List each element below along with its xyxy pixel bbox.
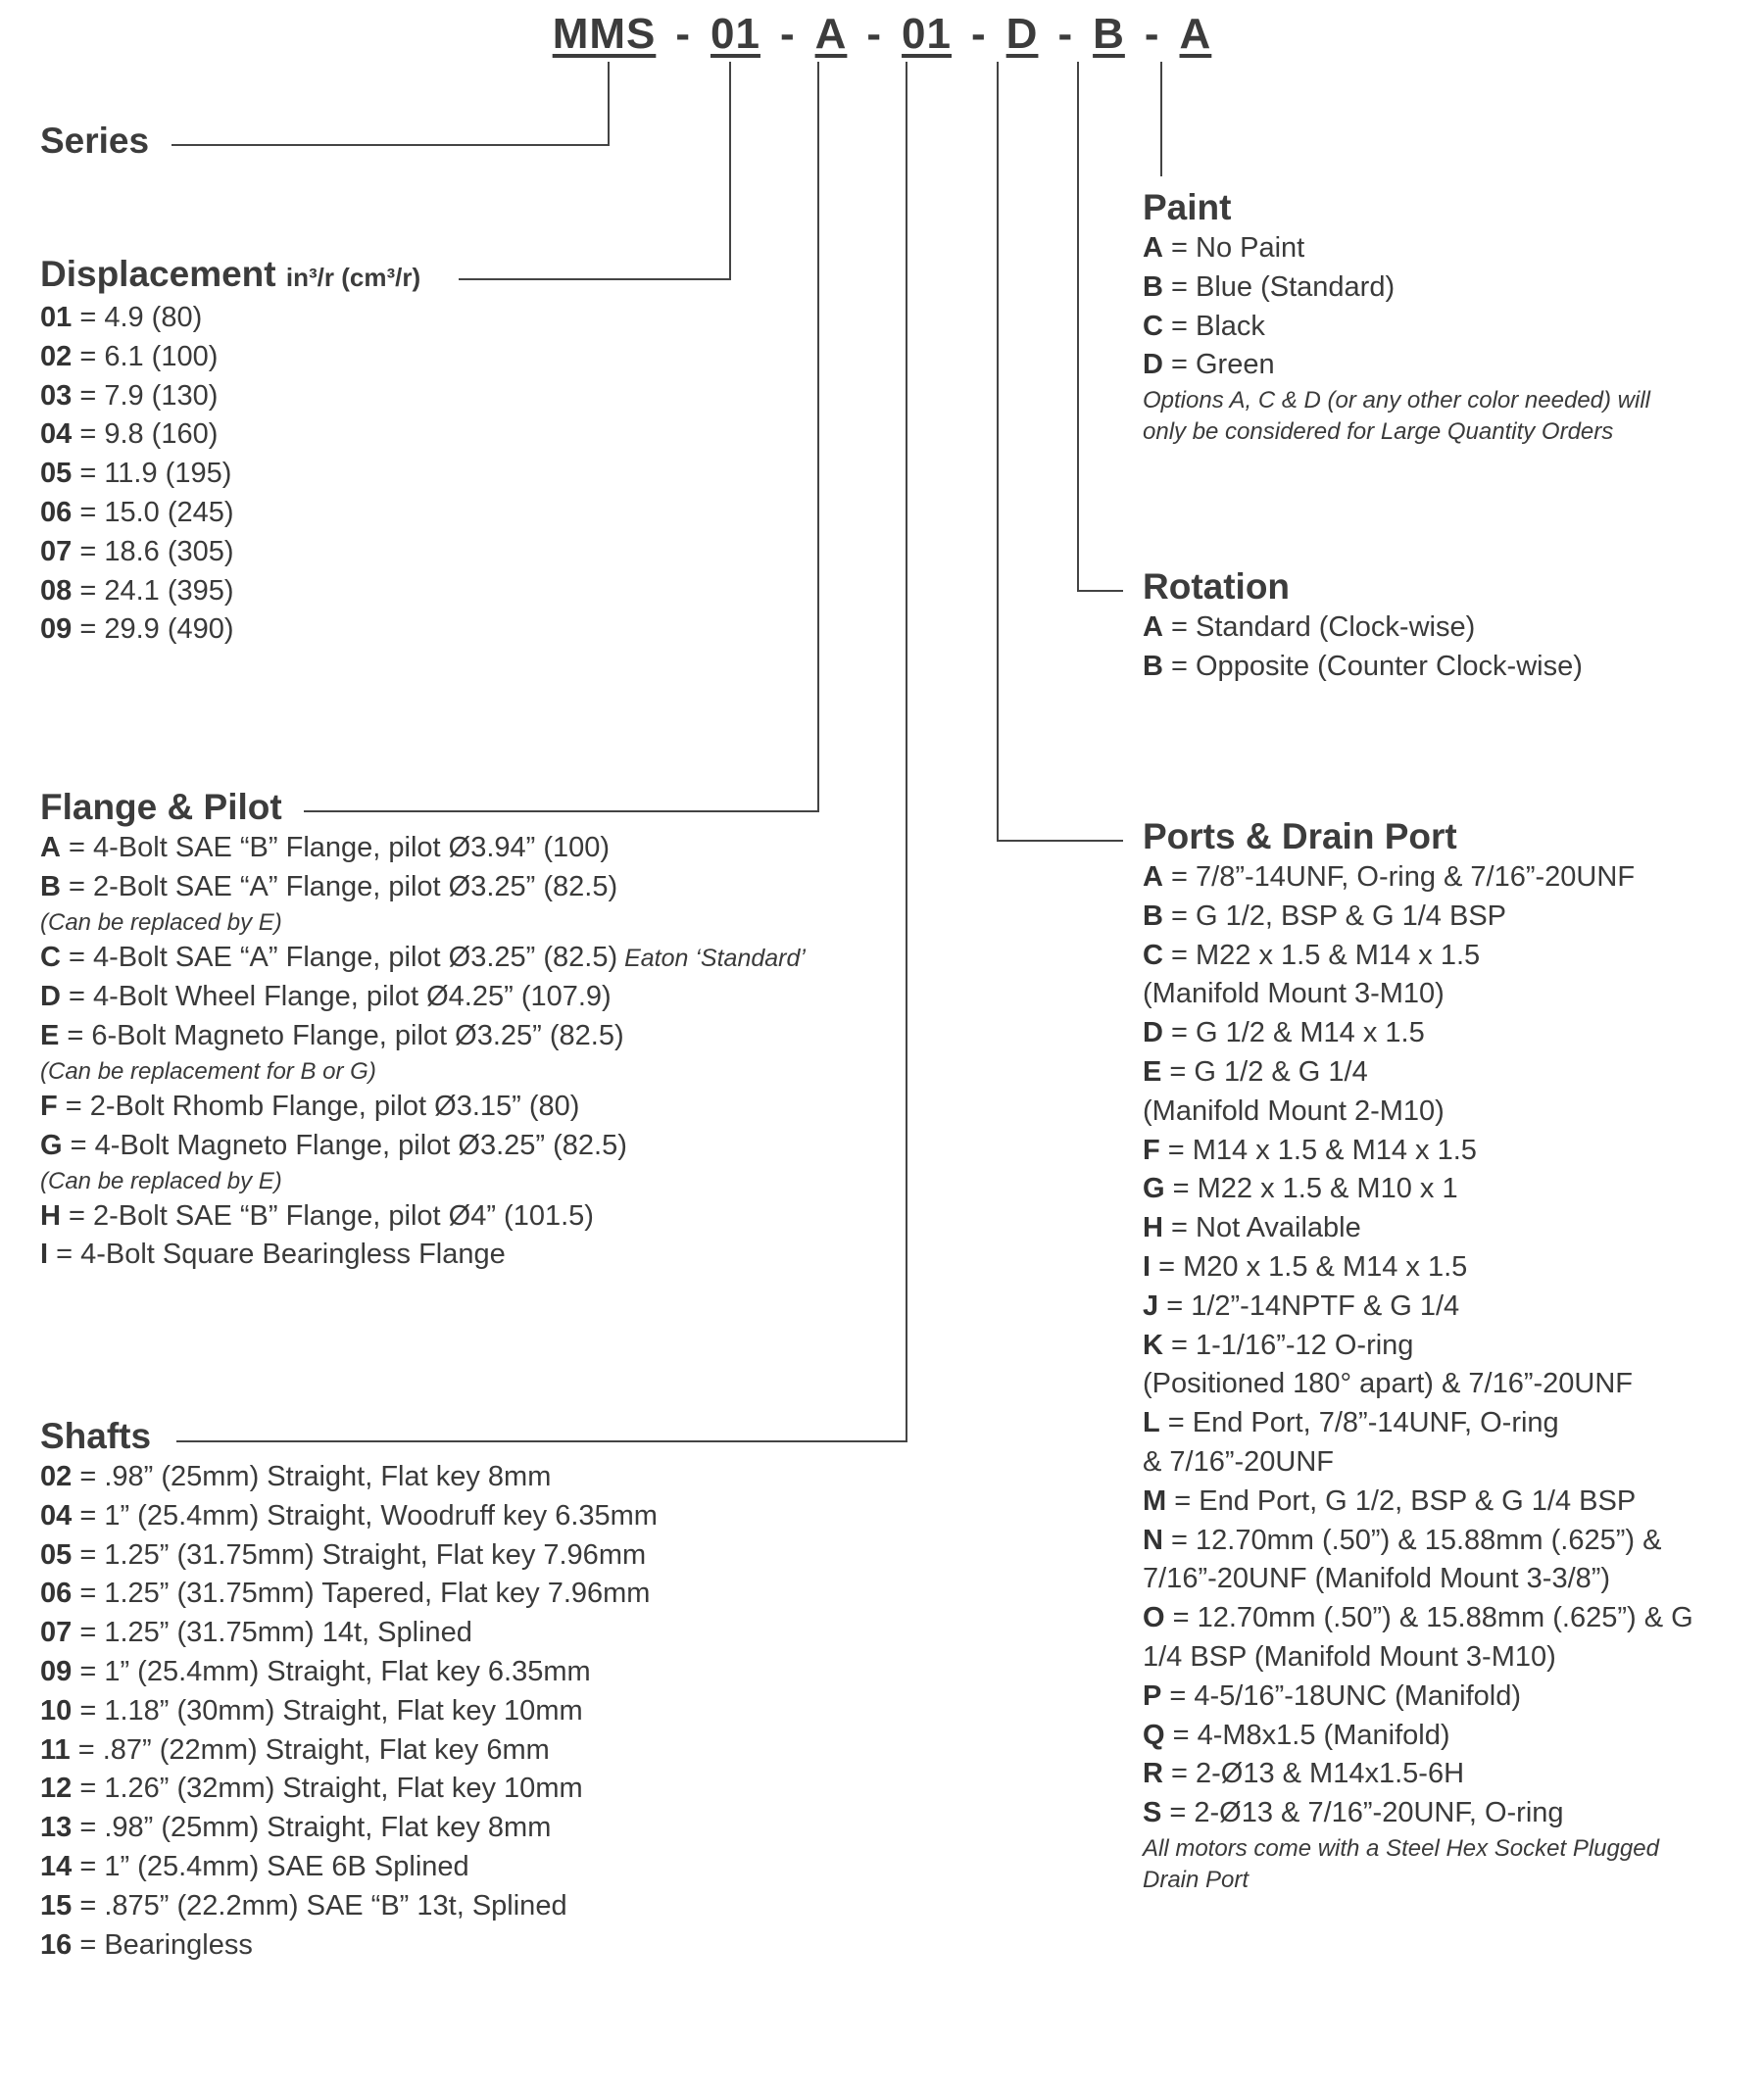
port-item: [1143, 1132, 1693, 1171]
rotation-heading: Rotation: [1143, 566, 1291, 607]
port-item-code: O: [1143, 1602, 1165, 1634]
port-item-code: R: [1143, 1758, 1163, 1790]
port-item-code: E: [1143, 1055, 1162, 1088]
port-item-text: = Not Available: [1162, 1212, 1361, 1244]
port-item-text: = 2-Ø13 & M14x1.5-6H: [1162, 1758, 1465, 1790]
rotation-connector: [1078, 62, 1123, 591]
shaft-item-text: = 1.26” (32mm) Straight, Flat key 10mm: [72, 1773, 583, 1805]
port-item-text: = 4-M8x1.5 (Manifold): [1164, 1719, 1450, 1751]
flange-item-code: I: [40, 1239, 49, 1271]
shaft-item-code: 02: [40, 1461, 73, 1492]
flange-item-suffix-note: Eaton ‘Standard’: [617, 944, 806, 972]
port-item-text: = 7/8”-14UNF, O-ring & 7/16”-20UNF: [1162, 861, 1636, 893]
displacement-item: [40, 494, 420, 533]
code-paint: A: [1179, 10, 1212, 58]
paint-item-code: C: [1143, 310, 1163, 342]
code-flange: A: [814, 10, 848, 58]
port-item-text: (Manifold Mount 2-M10): [1143, 1095, 1445, 1127]
shaft-item-code: 05: [40, 1538, 73, 1571]
port-item-text: = M22 x 1.5 & M10 x 1: [1164, 1173, 1458, 1205]
port-item: [1143, 1483, 1693, 1522]
port-item-text: = End Port, 7/8”-14UNF, O-ring: [1159, 1407, 1559, 1439]
displacement-item-text: = 29.9 (490): [72, 613, 234, 646]
code-separator: -: [1144, 10, 1160, 58]
port-item-code: M: [1143, 1484, 1167, 1517]
displacement-item: [40, 572, 420, 611]
port-item-text: = 12.70mm (.50”) & 15.88mm (.625”) &: [1162, 1524, 1662, 1556]
flange-item-note: (Can be replaced by E): [40, 908, 282, 936]
shaft-item: [40, 1653, 658, 1692]
shaft-item: [40, 1731, 658, 1771]
displacement-item-text: = 18.6 (305): [72, 535, 234, 567]
displacement-item-code: 06: [40, 496, 73, 528]
port-item: [1143, 1794, 1693, 1833]
displacement-item-text: = 11.9 (195): [72, 458, 232, 490]
shaft-item: [40, 1887, 658, 1926]
paint-item: [1143, 268, 1691, 308]
code-separator: -: [1057, 10, 1074, 58]
port-item-text: = M22 x 1.5 & M14 x 1.5: [1162, 939, 1481, 971]
ports-heading: Ports & Drain Port: [1143, 816, 1457, 856]
flange-item: [40, 1017, 806, 1056]
paint-section: [1143, 186, 1691, 448]
displacement-item-text: = 4.9 (80): [72, 302, 203, 333]
shaft-item: [40, 1770, 658, 1809]
displacement-heading: [40, 253, 420, 299]
port-item: [1143, 1170, 1693, 1209]
shaft-item: [40, 1497, 658, 1536]
displacement-item-code: 03: [40, 379, 73, 412]
shaft-item-code: 15: [40, 1889, 73, 1922]
shaft-item-code: 09: [40, 1655, 73, 1687]
flange-item: [40, 1127, 806, 1166]
paint-item-text: = Blue (Standard): [1162, 270, 1396, 303]
shaft-item-code: 06: [40, 1578, 73, 1610]
displacement-item-code: 04: [40, 418, 73, 451]
shaft-item-text: = .98” (25mm) Straight, Flat key 8mm: [72, 1461, 552, 1492]
port-item-code: I: [1143, 1250, 1152, 1283]
displacement-item-code: 09: [40, 613, 73, 646]
shafts-list: [40, 1458, 658, 1965]
port-item-code: F: [1143, 1134, 1160, 1166]
flange-item: [40, 939, 806, 979]
code-rotation: B: [1093, 10, 1125, 58]
displacement-item: [40, 455, 420, 494]
code-separator: -: [866, 10, 883, 58]
rotation-item-text: = Opposite (Counter Clock-wise): [1162, 650, 1583, 682]
port-item-code: K: [1143, 1329, 1163, 1361]
port-item-text: = 4-5/16”-18UNC (Manifold): [1161, 1679, 1522, 1712]
rotation-item-code: B: [1143, 650, 1163, 682]
ports-section: [1143, 815, 1693, 1896]
shaft-item: [40, 1458, 658, 1497]
flange-item-code: B: [40, 870, 61, 902]
port-item: [1143, 1678, 1693, 1717]
shaft-item-code: 12: [40, 1773, 73, 1805]
port-item-text: 7/16”-20UNF (Manifold Mount 3-3/8”): [1143, 1563, 1611, 1595]
shaft-item: [40, 1848, 658, 1887]
port-item: [1143, 1288, 1693, 1327]
flange-item-code: E: [40, 1020, 60, 1052]
port-item: [1143, 1327, 1693, 1366]
shaft-item-code: 14: [40, 1850, 73, 1882]
shafts-heading: Shafts: [40, 1416, 152, 1456]
flange-item-text: = 4-Bolt Square Bearingless Flange: [48, 1239, 506, 1271]
flange-heading: Flange & Pilot: [40, 787, 282, 827]
flange-item-text: = 4-Bolt SAE “A” Flange, pilot Ø3.25” (82.5): [60, 941, 618, 973]
flange-item: [40, 1236, 806, 1275]
flange-item-text: = 2-Bolt SAE “B” Flange, pilot Ø4” (101.5): [60, 1199, 594, 1232]
rotation-item: [1143, 608, 1583, 648]
port-item-text: = G 1/2 & M14 x 1.5: [1162, 1017, 1425, 1049]
series-heading: Series: [40, 121, 150, 161]
paint-item: [1143, 308, 1691, 347]
port-item-text: = 12.70mm (.50”) & 15.88mm (.625”) & G: [1164, 1602, 1693, 1634]
port-item-text: (Manifold Mount 3-M10): [1143, 978, 1445, 1010]
flange-item-text: = 2-Bolt Rhomb Flange, pilot Ø3.15” (80): [57, 1090, 580, 1122]
port-item: [1143, 858, 1693, 898]
port-item-text: = G 1/2 & G 1/4: [1161, 1055, 1368, 1088]
rotation-item: [1143, 648, 1583, 687]
port-item: [1143, 1522, 1693, 1561]
displacement-item-text: = 6.1 (100): [72, 340, 219, 372]
port-item: [1143, 1404, 1693, 1443]
port-item-text: = 1-1/16”-12 O-ring: [1162, 1329, 1414, 1361]
ports-list: [1143, 858, 1693, 1833]
flange-item: [40, 829, 806, 868]
flange-item-note: (Can be replaced by E): [40, 1167, 282, 1194]
code-separator: -: [675, 10, 691, 58]
displacement-section: [40, 253, 420, 650]
code-separator: -: [971, 10, 987, 58]
port-item-text: & 7/16”-20UNF: [1143, 1445, 1335, 1478]
shaft-item: [40, 1536, 658, 1576]
shaft-item-text: = 1.25” (31.75mm) Straight, Flat key 7.96mm: [72, 1538, 647, 1571]
displacement-unit: in³/r (cm³/r): [285, 263, 421, 292]
displacement-item-code: 01: [40, 302, 73, 333]
code-ports: D: [1005, 10, 1039, 58]
port-item-code: C: [1143, 939, 1163, 971]
port-item: [1143, 1053, 1693, 1093]
paint-heading: Paint: [1143, 187, 1232, 227]
shaft-item-code: 16: [40, 1928, 73, 1961]
displacement-list: [40, 299, 420, 650]
displacement-item-text: = 7.9 (130): [72, 379, 219, 412]
paint-item-text: = Black: [1162, 310, 1265, 342]
flange-list: [40, 829, 806, 1275]
port-item: [1143, 1717, 1693, 1756]
port-item: [1143, 1365, 1693, 1404]
flange-item-text: = 4-Bolt SAE “B” Flange, pilot Ø3.94” (100): [60, 832, 611, 863]
flange-item-text: = 4-Bolt Magneto Flange, pilot Ø3.25” (82.5): [62, 1129, 627, 1161]
shaft-item: [40, 1692, 658, 1731]
paint-note: Options A, C & D (or any other color needed) will only be considered for Large Quantity Orders: [1143, 387, 1651, 446]
displacement-item-text: = 9.8 (160): [72, 418, 219, 451]
paint-item-code: A: [1143, 232, 1163, 264]
port-item-code: B: [1143, 900, 1163, 932]
displacement-item: [40, 610, 420, 650]
rotation-list: [1143, 608, 1583, 687]
port-item: [1143, 1093, 1693, 1132]
shaft-item-code: 07: [40, 1617, 73, 1649]
flange-item-code: A: [40, 832, 61, 863]
port-item: [1143, 937, 1693, 976]
port-item-code: S: [1143, 1797, 1162, 1829]
port-item-code: L: [1143, 1407, 1160, 1439]
port-item: [1143, 1638, 1693, 1678]
series-section: [40, 120, 149, 163]
port-item-text: = End Port, G 1/2, BSP & G 1/4 BSP: [1166, 1484, 1637, 1517]
shaft-item-text: = 1.18” (30mm) Straight, Flat key 10mm: [72, 1694, 583, 1727]
port-item-code: J: [1143, 1289, 1159, 1322]
shaft-item: [40, 1926, 658, 1966]
shaft-item: [40, 1614, 658, 1653]
shaft-item-code: 04: [40, 1499, 73, 1532]
shaft-item-text: = 1.25” (31.75mm) Tapered, Flat key 7.96mm: [72, 1578, 651, 1610]
paint-item-code: D: [1143, 349, 1163, 381]
shaft-item: [40, 1809, 658, 1848]
displacement-item: [40, 299, 420, 338]
displacement-item: [40, 338, 420, 377]
flange-item: [40, 1197, 806, 1237]
shaft-item-text: = 1” (25.4mm) Straight, Woodruff key 6.35mm: [72, 1499, 658, 1532]
port-item-code: G: [1143, 1173, 1165, 1205]
displacement-item-code: 08: [40, 574, 73, 607]
displacement-item-text: = 15.0 (245): [72, 496, 234, 528]
shaft-item-code: 13: [40, 1812, 73, 1844]
flange-section: [40, 786, 806, 1275]
paint-list: [1143, 229, 1691, 385]
code-series: MMS: [552, 10, 657, 58]
port-item-code: D: [1143, 1017, 1163, 1049]
paint-item: [1143, 229, 1691, 268]
displacement-item-code: 07: [40, 535, 73, 567]
paint-item: [1143, 346, 1691, 385]
port-item: [1143, 1014, 1693, 1053]
shaft-item-text: = 1” (25.4mm) Straight, Flat key 6.35mm: [72, 1655, 591, 1687]
port-item: [1143, 1443, 1693, 1483]
shaft-item-code: 10: [40, 1694, 73, 1727]
flange-item: [40, 868, 806, 907]
shaft-item: [40, 1575, 658, 1614]
shaft-item-code: 11: [40, 1733, 71, 1766]
port-item-text: = G 1/2, BSP & G 1/4 BSP: [1162, 900, 1507, 932]
rotation-item-text: = Standard (Clock-wise): [1162, 611, 1476, 643]
flange-item-text: = 6-Bolt Magneto Flange, pilot Ø3.25” (82.5): [59, 1020, 624, 1052]
flange-item-code: H: [40, 1199, 61, 1232]
shaft-item-text: = 1” (25.4mm) SAE 6B Splined: [72, 1850, 469, 1882]
series-connector: [172, 62, 609, 145]
port-item-text: = M20 x 1.5 & M14 x 1.5: [1151, 1250, 1468, 1283]
port-item-text: = 2-Ø13 & 7/16”-20UNF, O-ring: [1161, 1797, 1564, 1829]
port-item-code: H: [1143, 1212, 1163, 1244]
port-item: [1143, 1599, 1693, 1638]
displacement-item-code: 05: [40, 458, 73, 490]
port-item: [1143, 1248, 1693, 1288]
port-item: [1143, 1560, 1693, 1599]
shaft-item-text: = 1.25” (31.75mm) 14t, Splined: [72, 1617, 472, 1649]
rotation-item-code: A: [1143, 611, 1163, 643]
displacement-item: [40, 533, 420, 572]
port-item-code: Q: [1143, 1719, 1165, 1751]
ports-note: All motors come with a Steel Hex Socket Plugged Drain Port: [1143, 1834, 1659, 1893]
shaft-item-text: = .87” (22mm) Straight, Flat key 6mm: [70, 1733, 550, 1766]
flange-item-code: D: [40, 981, 61, 1013]
port-item-code: N: [1143, 1524, 1163, 1556]
displacement-connector: [459, 62, 730, 279]
flange-item-text: = 2-Bolt SAE “A” Flange, pilot Ø3.25” (82.5): [60, 870, 618, 902]
displacement-item: [40, 415, 420, 455]
flange-item: [40, 978, 806, 1017]
shaft-item-text: = .98” (25mm) Straight, Flat key 8mm: [72, 1812, 552, 1844]
port-item: [1143, 1755, 1693, 1794]
flange-item-code: C: [40, 941, 61, 973]
port-item: [1143, 898, 1693, 937]
port-item: [1143, 975, 1693, 1014]
paint-item-text: = Green: [1162, 349, 1275, 381]
displacement-item-text: = 24.1 (395): [72, 574, 234, 607]
shafts-section: [40, 1415, 658, 1965]
paint-item-code: B: [1143, 270, 1163, 303]
code-separator: -: [779, 10, 796, 58]
displacement-item: [40, 377, 420, 416]
flange-item-note: (Can be replacement for B or G): [40, 1057, 376, 1085]
code-displacement: 01: [710, 10, 760, 58]
flange-item-text: = 4-Bolt Wheel Flange, pilot Ø4.25” (107.9): [60, 981, 612, 1013]
rotation-section: [1143, 565, 1583, 687]
displacement-title: Displacement: [40, 254, 276, 294]
port-item: [1143, 1209, 1693, 1248]
port-item-code: A: [1143, 861, 1163, 893]
shaft-item-text: = .875” (22.2mm) SAE “B” 13t, Splined: [72, 1889, 567, 1922]
ports-connector: [998, 62, 1123, 841]
port-item-text: = M14 x 1.5 & M14 x 1.5: [1159, 1134, 1477, 1166]
port-item-text: (Positioned 180° apart) & 7/16”-20UNF: [1143, 1368, 1634, 1400]
flange-item: [40, 1088, 806, 1127]
flange-item-code: G: [40, 1129, 63, 1161]
port-item-text: = 1/2”-14NPTF & G 1/4: [1158, 1289, 1460, 1322]
port-item-code: P: [1143, 1679, 1162, 1712]
model-code: [0, 10, 1764, 59]
shaft-item-text: = Bearingless: [72, 1928, 253, 1961]
displacement-item-code: 02: [40, 340, 73, 372]
flange-item-code: F: [40, 1090, 58, 1122]
port-item-text: 1/4 BSP (Manifold Mount 3-M10): [1143, 1640, 1556, 1673]
paint-item-text: = No Paint: [1162, 232, 1305, 264]
code-shaft: 01: [902, 10, 952, 58]
